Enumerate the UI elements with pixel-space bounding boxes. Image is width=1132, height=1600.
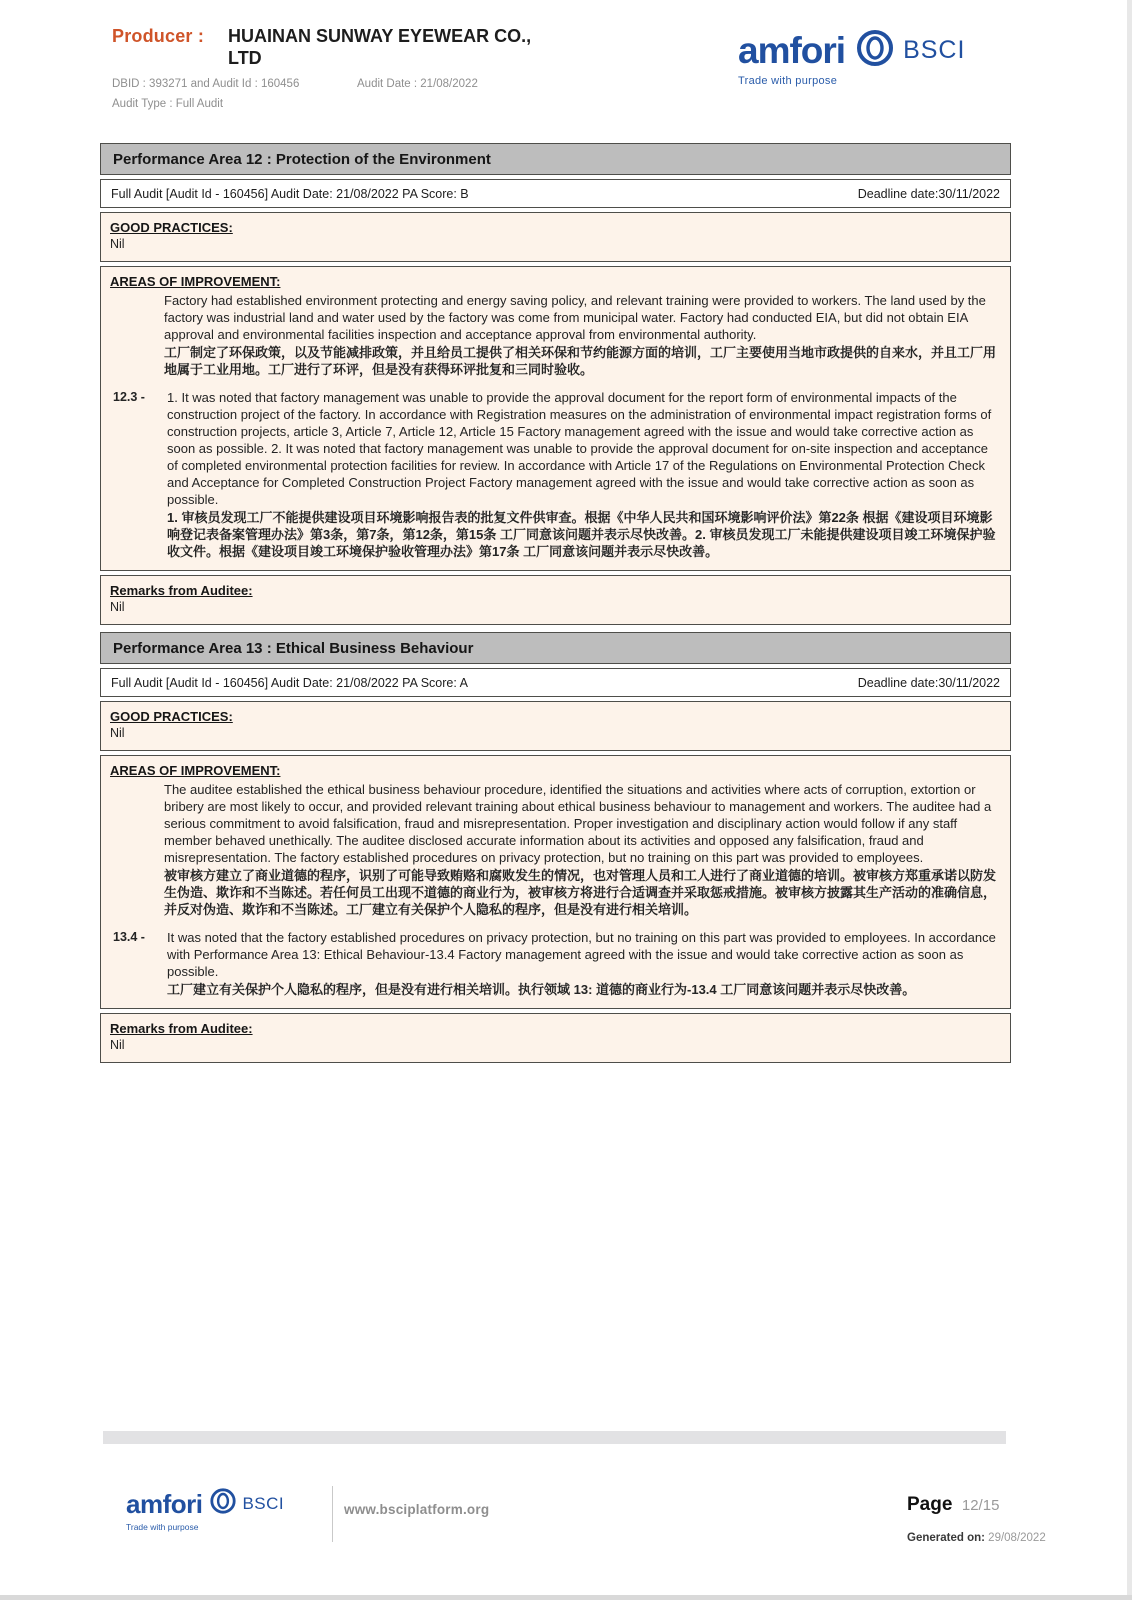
brand-tagline: Trade with purpose xyxy=(738,75,838,87)
audit-meta-row xyxy=(112,78,712,90)
pa13-finding-code: 13.4 - xyxy=(113,930,145,944)
pa12-good-practices-value: Nil xyxy=(110,237,125,251)
pa12-finding-code: 12.3 - xyxy=(113,390,145,404)
pa12-deadline: Deadline date:30/11/2022 xyxy=(857,187,1000,201)
pa12-finding-row xyxy=(110,389,996,560)
amfori-bsci-logo xyxy=(738,28,1018,87)
footer-amfori-mark-icon xyxy=(209,1487,237,1520)
dbid-text: DBID : 393271 and Audit Id : 160456 xyxy=(112,78,300,91)
audit-date-text: Audit Date : 21/08/2022 xyxy=(357,78,478,91)
producer-name-line1: HUAINAN SUNWAY EYEWEAR CO., xyxy=(228,26,532,46)
pa13-improvement-intro-zh: 被审核方建立了商业道德的程序，识别了可能导致贿赂和腐败发生的情况，也对管理人员和工人进行了商业道德的培训。被审核方郑重承诺以防发生伪造、欺诈和不当陈述。若任何员工出现不道德的商业行为，被审核方将进行合适调查并采取惩戒措施。被审核方披露其生产活动的准确信息，并反对伪造、欺诈和不当陈述。工厂建立有关保护个人隐私的程序，但是没有进行相关培训。 xyxy=(164,868,997,917)
pa12-finding-zh: 1. 审核员发现工厂不能提供建设项目环境影响报告表的批复文件供审查。根据《中华人民共和国环境影响评价法》第22条 根据《建设项目环境影响登记表备案管理办法》第3条，第7条，第12条，第15条 工厂同意该问题并表示尽快改善。2. 审核员发现工厂未能提供建设项目竣工环境保护验收文件。根据《建设项目竣工环境保护验收管理办法》第17条 工厂同意该问题并表示尽快改善。 xyxy=(167,510,996,559)
pa12-improvement-panel xyxy=(100,266,1011,571)
producer-name-line2: LTD xyxy=(228,47,262,68)
footer-separator-bar xyxy=(103,1431,1006,1444)
pa12-remarks-value: Nil xyxy=(110,600,125,614)
page-number xyxy=(907,1494,999,1516)
amfori-wordmark: amfori xyxy=(738,30,846,71)
pa12-improvement-intro xyxy=(164,292,996,378)
page-label: Page xyxy=(907,1494,953,1515)
pa13-improvement-intro-en: The auditee established the ethical business behaviour procedure, identified the situations and activities where acts of corruption, extortion or bribery are most likely to occur, and provided relevant training about ethical business behaviour to management and workers. The auditee had a serious commitment to avoid falsification, fraud and misrepresentation. Proper investigation and disciplinary action would follow if any staff member behaved unethically. The auditee disclosed accurate information about its activities and opposed any falsification, fraud and misrepresentation. The factory established procedures on privacy protection, but no training on this part was provided to employees. xyxy=(164,782,992,865)
pa13-improvement-intro xyxy=(164,781,996,918)
pa13-finding-en: It was noted that the factory established procedures on privacy protection, but no training on this part was provided to employees. In accordance with Performance Area 13: Ethical Behaviour-13.4 Factory management agreed with the issue and would take corrective action as soon as possible. xyxy=(167,930,996,979)
pa13-finding-zh: 工厂建立有关保护个人隐私的程序，但是没有进行相关培训。执行领域 13: 道德的商业行为-13.4 工厂同意该问题并表示尽快改善。 xyxy=(167,982,916,997)
pa12-finding-en: 1. It was noted that factory management was unable to provide the approval document for the report form of environmental impacts of the construction project of the factory. In accordance with Registration measures on the administration of environmental impact registration forms of construction projects, article 3, Article 7, Article 12, Article 15 Factory management agreed with the issue and would take corrective action as soon as possible. 2. It was noted that factory management was unable to provide the approval document for on-site inspection and acceptance of completed environmental protection facilities for review. In accordance with Article 17 of the Regulations on Environmental Protection Check and Acceptance for Completed Construction Project Factory management agreed with the issue and would take corrective action as soon as possible. xyxy=(167,390,992,507)
pa13-remarks-label: Remarks from Auditee: xyxy=(110,1021,253,1036)
pa12-finding-body xyxy=(167,389,996,560)
pa13-remarks-panel xyxy=(100,1013,1011,1063)
pa13-finding-body xyxy=(167,929,996,998)
pa12-remarks-panel xyxy=(100,575,1011,625)
audit-report-body xyxy=(100,143,1011,1067)
generated-on-value: 29/08/2022 xyxy=(988,1532,1046,1544)
pa13-remarks-value: Nil xyxy=(110,1038,125,1052)
platform-url-link[interactable]: www.bsciplatform.org xyxy=(344,1502,490,1517)
footer-divider xyxy=(332,1486,333,1542)
footer-amfori-wordmark: amfori xyxy=(126,1488,203,1519)
pa12-improvement-intro-en: Factory had established environment protecting and energy saving policy, and relevant training were provided to workers. The land used by the factory was industrial land and water used by the factory was come from municipal water. Factory had conducted EIA, but did not obtain EIA approval and environmental facilities inspection and acceptance approval from environmental authority. xyxy=(164,293,986,342)
producer-label: Producer : xyxy=(112,26,205,46)
pa13-section-header: Performance Area 13 : Ethical Business Behaviour xyxy=(100,632,1011,664)
pa12-improvement-intro-zh: 工厂制定了环保政策，以及节能减排政策，并且给员工提供了相关环保和节约能源方面的培训，工厂主要使用当地市政提供的自来水，并且工厂用地属于工业用地。工厂进行了环评，但是没有获得环评批复和三同时验收。 xyxy=(164,345,997,377)
pa12-remarks-label: Remarks from Auditee: xyxy=(110,583,253,598)
pa12-improvement-label: AREAS OF IMPROVEMENT: xyxy=(110,274,281,289)
pa13-audit-line-row xyxy=(100,668,1011,697)
page-edge-right xyxy=(1127,0,1132,1600)
page-edge-bottom xyxy=(0,1595,1132,1600)
pa13-deadline: Deadline date:30/11/2022 xyxy=(857,676,1000,690)
amfori-bsci-logo-line xyxy=(738,28,1018,73)
pa13-good-practices-label: GOOD PRACTICES: xyxy=(110,709,233,724)
pa13-good-practices-value: Nil xyxy=(110,726,125,740)
bsci-wordmark: BSCI xyxy=(903,36,966,64)
pa13-improvement-label: AREAS OF IMPROVEMENT: xyxy=(110,763,281,778)
page-value: 12/15 xyxy=(961,1497,1000,1514)
pa12-good-practices-label: GOOD PRACTICES: xyxy=(110,220,233,235)
amfori-mark-icon xyxy=(855,28,895,73)
footer-amfori-bsci-logo xyxy=(126,1487,284,1532)
audit-type-text: Audit Type : Full Audit xyxy=(112,98,224,111)
pa13-audit-line: Full Audit [Audit Id - 160456] Audit Date: 21/08/2022 PA Score: A xyxy=(111,676,468,690)
pa12-audit-line: Full Audit [Audit Id - 160456] Audit Date: 21/08/2022 PA Score: B xyxy=(111,187,469,201)
footer-brand-tagline: Trade with purpose xyxy=(126,1522,199,1532)
generated-on-label: Generated on: xyxy=(907,1532,985,1544)
producer-name xyxy=(228,26,531,69)
footer-logo-line xyxy=(126,1487,284,1520)
pa13-good-practices-panel xyxy=(100,701,1011,751)
generated-on xyxy=(907,1532,1046,1544)
pa12-section-header: Performance Area 12 : Protection of the Environment xyxy=(100,143,1011,175)
pa12-audit-line-row xyxy=(100,179,1011,208)
pa13-improvement-panel xyxy=(100,755,1011,1009)
pa12-good-practices-panel xyxy=(100,212,1011,262)
pa13-finding-row xyxy=(110,929,996,998)
footer-bsci-wordmark: BSCI xyxy=(242,1493,285,1513)
producer-row xyxy=(112,26,712,69)
letterhead xyxy=(112,26,712,110)
